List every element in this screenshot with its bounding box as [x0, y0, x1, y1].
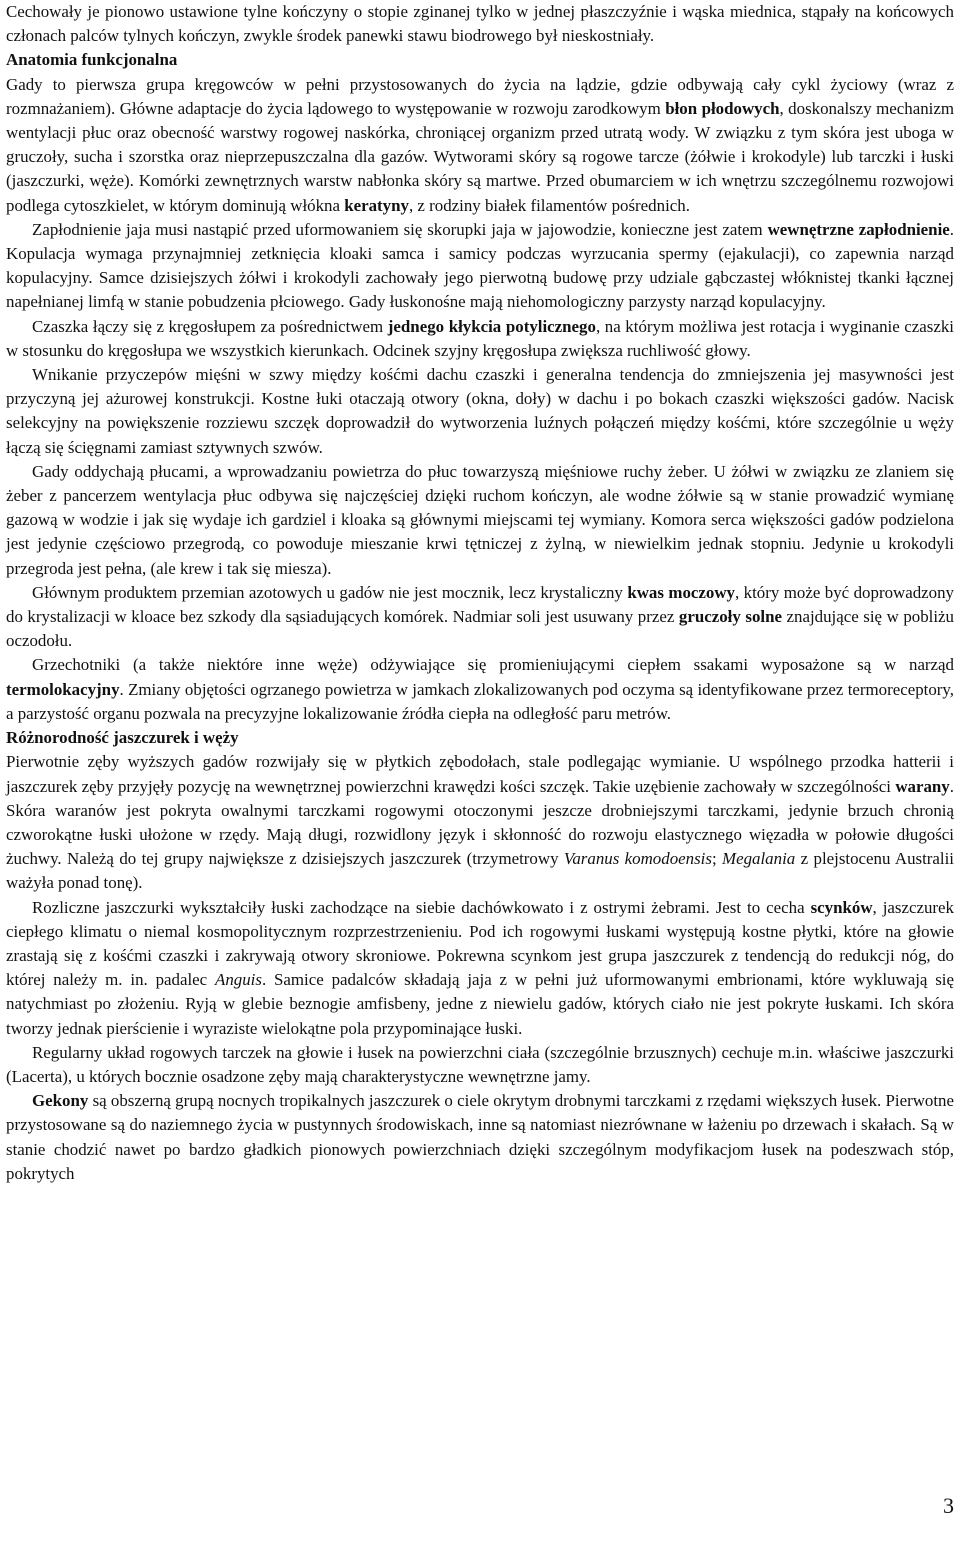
text-run: . Kopulacja wymaga przynajmniej zetknięcia kloaki samca i samicy podczas wyrzucania spermy (ejakulacji), co zapewnia narząd kopulacyjny. Samce dzisiejszych żółwi i krokodyli zachowały jego pierwotną budowę przy udziale gąbczastej włóknistej tkanki łącznej napełnianej limfą w stanie pobudzenia płciowego. Gady łuskonośne mają niehomologiczny parzysty narząd kopulacyjny.	[6, 219, 954, 312]
paragraph-skinks	[6, 896, 954, 1041]
paragraph-fertilization	[6, 218, 954, 315]
text-run: Grzechotniki (a także niektóre inne węże) odżywiające się promieniującymi ciepłem ssakami wyposażone są w narząd	[32, 655, 954, 675]
heading-functional-anatomy: Anatomia funkcjonalna	[6, 50, 178, 70]
text-run: są obszerną grupą nocnych tropikalnych jaszczurek o ciele okrytym drobnymi tarczkami z rzędami większych łusek. Pierwotne przystosowane są do naziemnego życia w pustynnych środowiskach, inne są natomiast niezrównane w łażeniu po drzewach i skałach. Są w stanie chodzić nawet po bardzo gładkich pionowych powierzchniach dzięki szczególnym modyfikacjom łusek na podeszwach stóp, pokrytych	[6, 1091, 954, 1183]
text-run: Rozliczne jaszczurki wykształciły łuski zachodzące na siebie dachówkowato i z ostrymi żebrami. Jest to cecha	[32, 897, 811, 917]
text-run: Zapłodnienie jaja musi nastąpić przed uformowaniem się skorupki jaja w jajowodzie, konieczne jest zatem	[32, 219, 768, 239]
bold-term-uric-acid: kwas moczowy	[627, 582, 735, 602]
text-run: Gady to pierwsza grupa kręgowców w pełni przystosowanych do życia na lądzie, gdzie odbywają cały cykl życiowy (wraz z rozmnażaniem). Główne adaptacje do życia lądowego to występowanie w rozwoju zarodkowym	[6, 74, 954, 118]
text-run: . Skóra waranów jest pokryta owalnymi tarczkami rogowymi otoczonymi jeszcze drobniejszymi tarczkami, jedynie brzuch chronią czworokątne łuski ułożone w rzędy. Mają długi, rozwidlony język i skłonność do rozwoju elastycznego więzadła w połowie długości żuchwy. Należą do tej grupy największe z dzisiejszych jaszczurek (trzymetrowy	[6, 776, 954, 869]
paragraph-monitor-lizards	[6, 750, 954, 895]
paragraph-nitrogen-excretion	[6, 581, 954, 654]
italic-genus-megalania: Megalania	[722, 849, 796, 869]
bold-term-salt-glands: gruczoły solne	[678, 607, 782, 627]
document-page	[6, 0, 954, 1186]
paragraph-lacertids: Regularny układ rogowych tarczek na głowie i łusek na powierzchni ciała (szczególnie brzusznych) cechuje m.in. właściwe jaszczurki (Lacerta), u których bocznie osadzone zęby mają charakterystyczne wewnętrzne jamy.	[6, 1042, 954, 1086]
bold-term-fetal-membranes: błon płodowych	[665, 98, 780, 118]
paragraph-skull-structure: Wnikanie przyczepów mięśni w szwy między kośćmi dachu czaszki i generalna tendencja do zmniejszenia jej masywności jest przyczyną jej ażurowej konstrukcji. Kostne łuki otaczają otwory (okna, doły) w dachu i po bokach czaszki większości gadów. Nacisk selekcyjny na powiększenie rozziewu szczęk doprowadził do wytworzenia luźnych połączeń między kośćmi, które szczególnie u węży łączą się ścięgnami zamiast sztywnych szwów.	[6, 365, 954, 457]
text-run: Głównym produktem przemian azotowych u gadów nie jest mocznik, lecz krystaliczny	[32, 582, 628, 602]
bold-term-thermolocation: termolokacyjny	[6, 679, 120, 699]
paragraph-geckos	[6, 1089, 954, 1186]
paragraph-skull-condyle	[6, 315, 954, 363]
text-run: znajdujące się w pobliżu oczodołu.	[6, 607, 954, 651]
text-run: , na którym możliwa jest rotacja i wyginanie czaszki w stosunku do kręgosłupa we wszystkich kierunkach. Odcinek szyjny kręgosłupa zwiększa ruchliwość głowy.	[6, 316, 955, 360]
paragraph-pelvis: Cechowały je pionowo ustawione tylne kończyny o stopie zginanej tylko w jednej płaszczyźnie i wąska miednica, stąpały na końcowych członach palców tylnych kończyn, zwykle środek panewki stawu biodrowego był nieskostniały.	[6, 2, 954, 46]
page-number: 3	[943, 1493, 954, 1518]
italic-species-varanus: Varanus komodoensis	[563, 849, 712, 869]
text-run: . Samice padalców składają jaja z w pełni już uformowanymi embrionami, które wykluwają się natychmiast po złożeniu. Ryją w glebie beznogie amfisbeny, jedne z niewielu gadów, których ciało nie jest pokryte łuskami. Ich skóra tworzy jednak pierścienie i wyraziste wielokątne pola przypominające łuski.	[6, 970, 954, 1038]
bold-term-occipital-condyle: jednego kłykcia potylicznego	[387, 316, 596, 336]
bold-term-skinks: scynków	[810, 897, 873, 917]
text-run: z plejstocenu Australii ważyła ponad tonę).	[6, 849, 954, 893]
paragraph-respiration: Gady oddychają płucami, a wprowadzaniu powietrza do płuc towarzyszą mięśniowe ruchy żeber. U żółwi w związku ze zlaniem się żeber z pancerzem wentylacja płuc odbywa się najczęściej dzięki ruchom kończyn, ale wodne żółwie są w stanie prowadzić wymianę gazową w wodzie i jak się wydaje ich gardziel i kloaka są głównymi miejscami tej wymiany. Komora serca większości gadów podzielona jest jedynie częściowo przegrodą, co powoduje mieszanie krwi tętniczej z żylną, w niewielkim jednak stopniu. Jedynie u krokodyli przegroda jest pełna, (ale krew i tak się miesza).	[6, 461, 954, 578]
text-run: , doskonalszy mechanizm wentylacji płuc oraz obecność warstwy rogowej naskórka, chroniącej organizm przed utratą wody. W związku z tym skóra jest uboga w gruczoły, sucha i szorstka oraz nieprzepuszczalna dla gazów. Wytworami skóry są rogowe tarcze (żółwie i krokodyle) lub tarczki i łuski (jaszczurki, węże). Komórki zewnętrznych warstw nabłonka skóry są martwe. Przed obumarciem w ich wnętrzu szczególnemu rozwojowi podlega cytoszkielet, w którym dominują włókna	[6, 98, 954, 215]
text-run: , jaszczurek ciepłego klimatu o niemal kosmopolitycznym rozprzestrzenieniu. Pod ich rogowymi łuskami występują kostne płytki, które na głowie zrastają się z kośćmi czaszki i zakrywają otwory skroniowe. Pokrewna scynkom jest grupa jaszczurek z tendencją do redukcji nóg, do której należy m. in. padalec	[6, 897, 954, 990]
text-run: , który może być doprowadzony do krystalizacji w kloace bez szkody dla sąsiadujących komórek. Nadmiar soli jest usuwany przez	[6, 582, 954, 627]
bold-term-keratin: keratyny	[344, 195, 409, 215]
text-run: Czaszka łączy się z kręgosłupem za pośrednictwem	[32, 316, 388, 336]
paragraph-land-adaptations	[6, 73, 954, 218]
bold-term-geckos: Gekony	[32, 1091, 89, 1111]
italic-genus-anguis: Anguis	[215, 970, 262, 990]
text-run: , z rodziny białek filamentów pośrednich.	[408, 195, 690, 215]
text-run: ;	[711, 849, 723, 869]
paragraph-thermolocation	[6, 653, 954, 726]
heading-lizard-snake-diversity: Różnorodność jaszczurek i węży	[6, 728, 239, 748]
text-run: . Zmiany objętości ogrzanego powietrza w jamkach zlokalizowanych pod oczyma są identyfikowane przez termoreceptory, a parzystość organu pozwala na precyzyjne lokalizowanie źródła ciepła na odległość paru metrów.	[6, 679, 954, 723]
bold-term-internal-fertilization: wewnętrzne zapłodnienie	[767, 219, 950, 239]
bold-term-monitors: warany	[895, 776, 950, 796]
text-run: Pierwotnie zęby wyższych gadów rozwijały się w płytkich zębodołach, stale podlegając wymianie. U wspólnego przodka hatterii i jaszczurek zęby przyjęły pozycję na wewnętrznej powierzchni krawędzi kości szczęk. Takie uzębienie zachowały w szczególności	[6, 752, 954, 796]
